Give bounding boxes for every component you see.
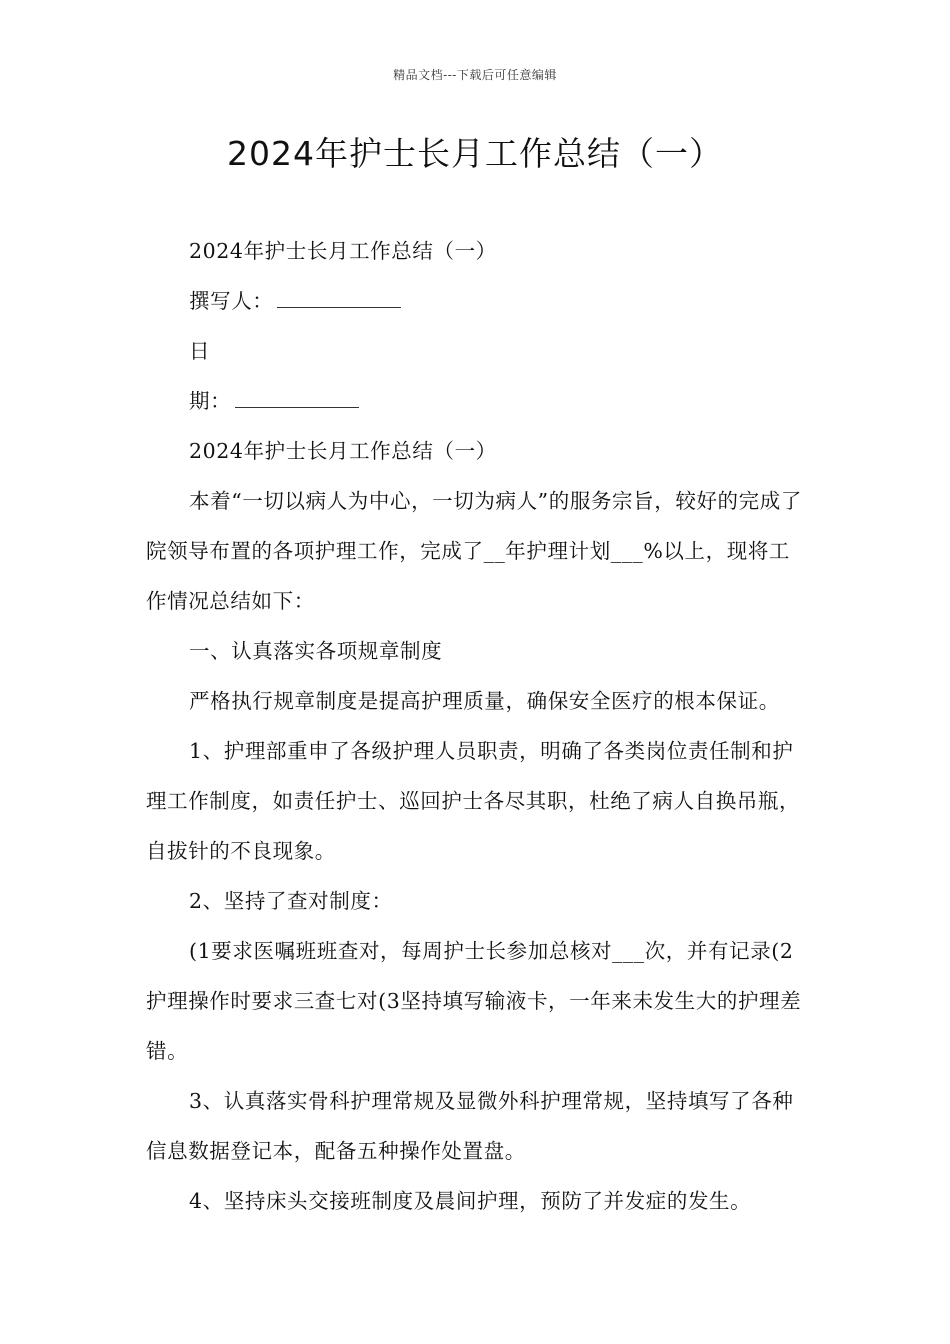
paragraph-text: (1要求医嘱班班查对，每周护士长参加总核对___次，并有记录(2护理操作时要求三查七对(3坚持填写输液卡，一年来未发生大的护理差错。 [146, 939, 802, 1063]
header-note: 精品文档---下载后可任意编辑 [393, 68, 557, 82]
paragraph-item-2 [146, 876, 810, 926]
section-heading-1 [146, 626, 810, 676]
paragraph-author [146, 276, 810, 326]
paragraph-item-4 [146, 1176, 810, 1226]
document-title: 2024年护士长月工作总结（一） [227, 134, 723, 173]
paragraph-text: 3、认真落实骨科护理常规及显微外科护理常规，坚持填写了各种信息数据登记本，配备五种操作处置盘。 [146, 1089, 794, 1163]
paragraph-text: 2024年护士长月工作总结（一） [189, 439, 497, 463]
paragraph-text: 2024年护士长月工作总结（一） [189, 239, 497, 263]
paragraph-regulations [146, 676, 810, 726]
paragraph-intro [146, 476, 810, 626]
paragraph-subtitle-repeat [146, 426, 810, 476]
date-label-first: 日 [189, 339, 211, 363]
author-label: 撰写人： [189, 289, 274, 313]
document-body [146, 226, 810, 1226]
paragraph-text: 本着“一切以病人为中心，一切为病人”的服务宗旨，较好的完成了院领导布置的各项护理工作，完成了__年护理计划___%以上，现将工作情况总结如下： [146, 489, 802, 613]
paragraph-text: 4、坚持床头交接班制度及晨间护理，预防了并发症的发生。 [189, 1189, 752, 1213]
paragraph-date-first [146, 326, 810, 376]
paragraph-date-second [146, 376, 810, 426]
section-heading-text: 一、认真落实各项规章制度 [189, 639, 443, 663]
date-label-second: 期： [189, 389, 232, 413]
paragraph-text: 严格执行规章制度是提高护理质量，确保安全医疗的根本保证。 [189, 689, 780, 713]
author-blank [277, 293, 401, 308]
paragraph-text: 2、坚持了查对制度： [189, 889, 393, 913]
paragraph-item-3 [146, 1076, 810, 1176]
paragraph-item-1 [146, 726, 810, 876]
paragraph-subtitle [146, 226, 810, 276]
date-blank [235, 393, 359, 408]
paragraph-item-2-detail [146, 926, 810, 1076]
paragraph-text: 1、护理部重申了各级护理人员职责，明确了各类岗位责任制和护理工作制度，如责任护士、巡回护士各尽其职，杜绝了病人自换吊瓶，自拔针的不良现象。 [146, 739, 801, 863]
